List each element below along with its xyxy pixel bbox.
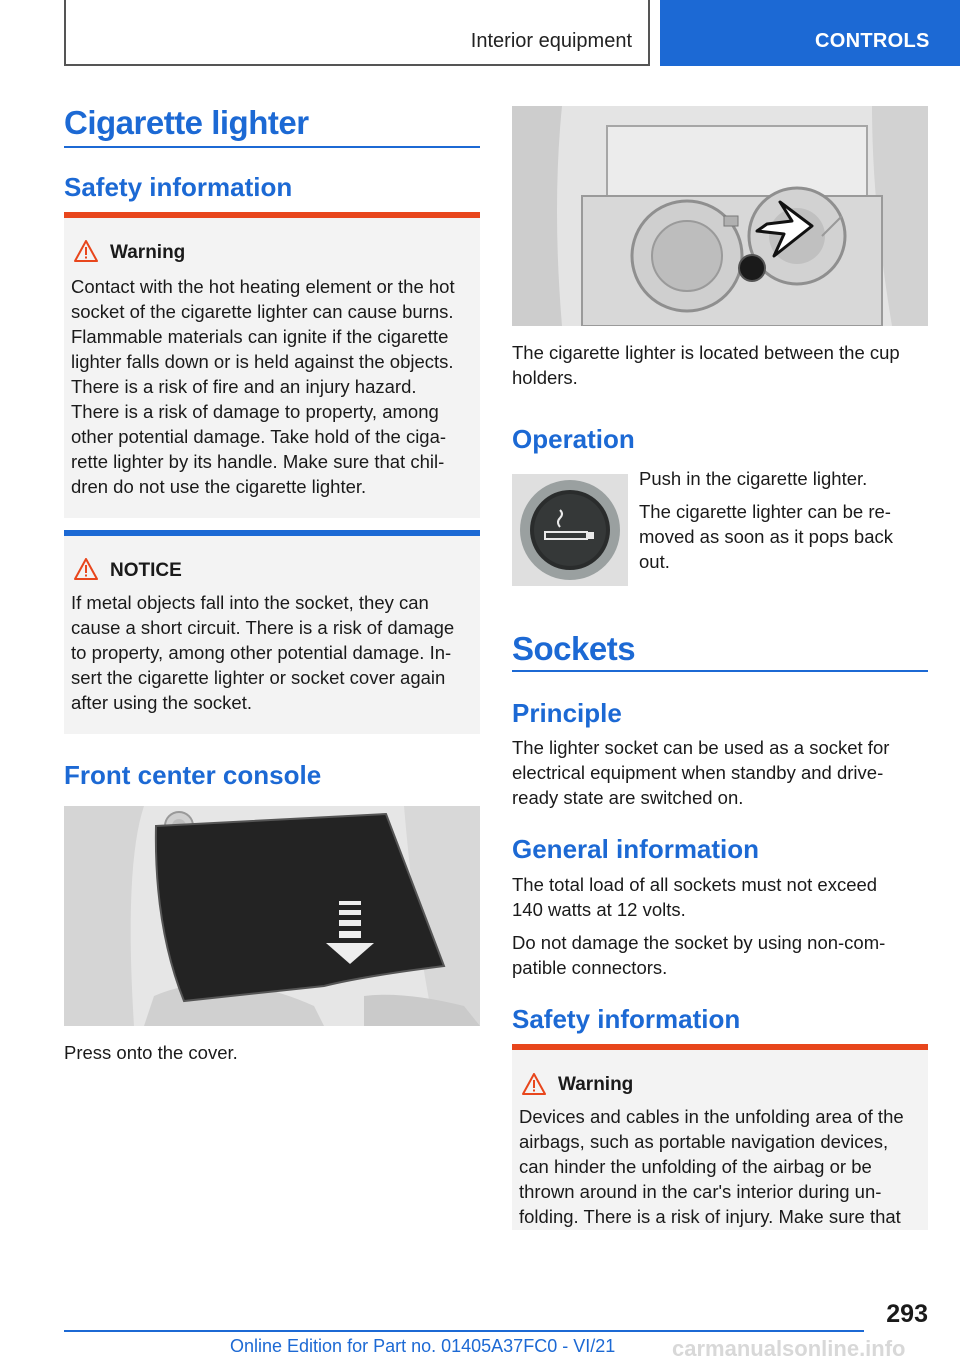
cupholder-illustration [512, 106, 928, 326]
notice-bar [64, 530, 480, 536]
warning-line: Contact with the hot heating element or the hot [71, 276, 455, 297]
principle-text [512, 735, 889, 810]
sockets-title: Sockets [512, 630, 636, 667]
warning-line: dren do not use the cigarette lighter. [71, 476, 367, 497]
safety-heading: Safety information [64, 172, 293, 202]
warning-text [71, 274, 455, 499]
sockets-warning-line: can hinder the unfolding of the airbag or be [519, 1156, 872, 1177]
warning-line: There is a risk of damage to property, among [71, 401, 439, 422]
sockets-safety-heading: Safety information [512, 1004, 741, 1034]
notice-line: cause a short circuit. There is a risk of damage [71, 617, 455, 638]
warning-triangle-icon [74, 240, 98, 262]
sockets-warning-label: Warning [558, 1074, 634, 1095]
notice-triangle-icon [74, 558, 98, 580]
sockets-warning-line: Devices and cables in the unfolding area of the [519, 1106, 904, 1127]
warning-line: lighter falls down or is held against the objects. [71, 351, 454, 372]
console-cover-photo [64, 806, 480, 1026]
principle-line: electrical equipment when standby and drive- [512, 762, 884, 783]
lighter-location-photo [512, 106, 928, 326]
operation-heading: Operation [512, 424, 635, 454]
principle-line: ready state are switched on. [512, 787, 744, 808]
header-section-box [64, 0, 650, 66]
sockets-warning-triangle-icon [522, 1073, 546, 1095]
footer-watermark: carmanualsonline.info [672, 1336, 906, 1361]
general-line: Do not damage the socket by using non-com- [512, 932, 886, 953]
warning-line: socket of the cigarette lighter can cause burns. [71, 301, 454, 322]
principle-heading: Principle [512, 698, 622, 728]
warning-line: rette lighter by its handle. Make sure that chil- [71, 451, 445, 472]
notice-text [71, 590, 454, 715]
caption-line: holders. [512, 367, 578, 388]
sockets-warning-text [519, 1104, 904, 1229]
console-heading: Front center console [64, 760, 322, 790]
warning-bar [64, 212, 480, 218]
warning-box [64, 212, 480, 518]
header-controls-label: CONTROLS [815, 30, 930, 52]
page-title: Cigarette lighter [64, 104, 309, 141]
general-line: The total load of all sockets must not exceed [512, 874, 878, 895]
header-section-title: Interior equipment [470, 30, 632, 52]
sockets-rule [512, 670, 928, 672]
warning-line: Flammable materials can ignite if the cigarette [71, 326, 449, 347]
operation-line: The cigarette lighter can be re- [639, 501, 891, 522]
warning-line: There is a risk of fire and an injury hazard. [71, 376, 417, 397]
operation-text [639, 466, 893, 574]
warning-label: Warning [110, 242, 186, 263]
notice-label: NOTICE [110, 560, 182, 581]
lighter-location-caption [512, 340, 900, 390]
title-rule [64, 146, 480, 148]
notice-line: after using the socket. [71, 692, 252, 713]
principle-line: The lighter socket can be used as a socket for [512, 737, 890, 758]
cigarette-lighter-icon [512, 474, 628, 586]
sockets-warning-line: airbags, such as portable navigation devices, [519, 1131, 889, 1152]
caption-line: The cigarette lighter is located between the cup [512, 342, 900, 363]
sockets-warning-line: thrown around in the car's interior during un- [519, 1181, 882, 1202]
footer-edition: Online Edition for Part no. 01405A37FC0 - VI/21 [230, 1336, 616, 1356]
notice-line: sert the cigarette lighter or socket cover again [71, 667, 446, 688]
sockets-warning-bar [512, 1044, 928, 1050]
footer-rule [64, 1330, 864, 1332]
warning-line: other potential damage. Take hold of the ciga- [71, 426, 447, 447]
general-info-heading: General information [512, 834, 760, 864]
sockets-warning-line: folding. There is a risk of injury. Make sure that [519, 1206, 901, 1227]
notice-box [64, 530, 480, 734]
general-line: 140 watts at 12 volts. [512, 899, 686, 920]
operation-line: Push in the cigarette lighter. [639, 468, 868, 489]
operation-line: out. [639, 551, 670, 572]
console-cover-illustration [64, 806, 480, 1026]
sockets-warning-box [512, 1044, 928, 1230]
page-number: 293 [886, 1300, 928, 1328]
notice-line: to property, among other potential damage. In- [71, 642, 452, 663]
operation-line: moved as soon as it pops back [639, 526, 894, 547]
header-controls-tab[interactable] [660, 0, 960, 66]
console-caption: Press onto the cover. [64, 1042, 238, 1063]
lighter-button-photo [512, 474, 628, 586]
general-line: patible connectors. [512, 957, 668, 978]
general-info-text [512, 872, 885, 980]
notice-line: If metal objects fall into the socket, they can [71, 592, 429, 613]
